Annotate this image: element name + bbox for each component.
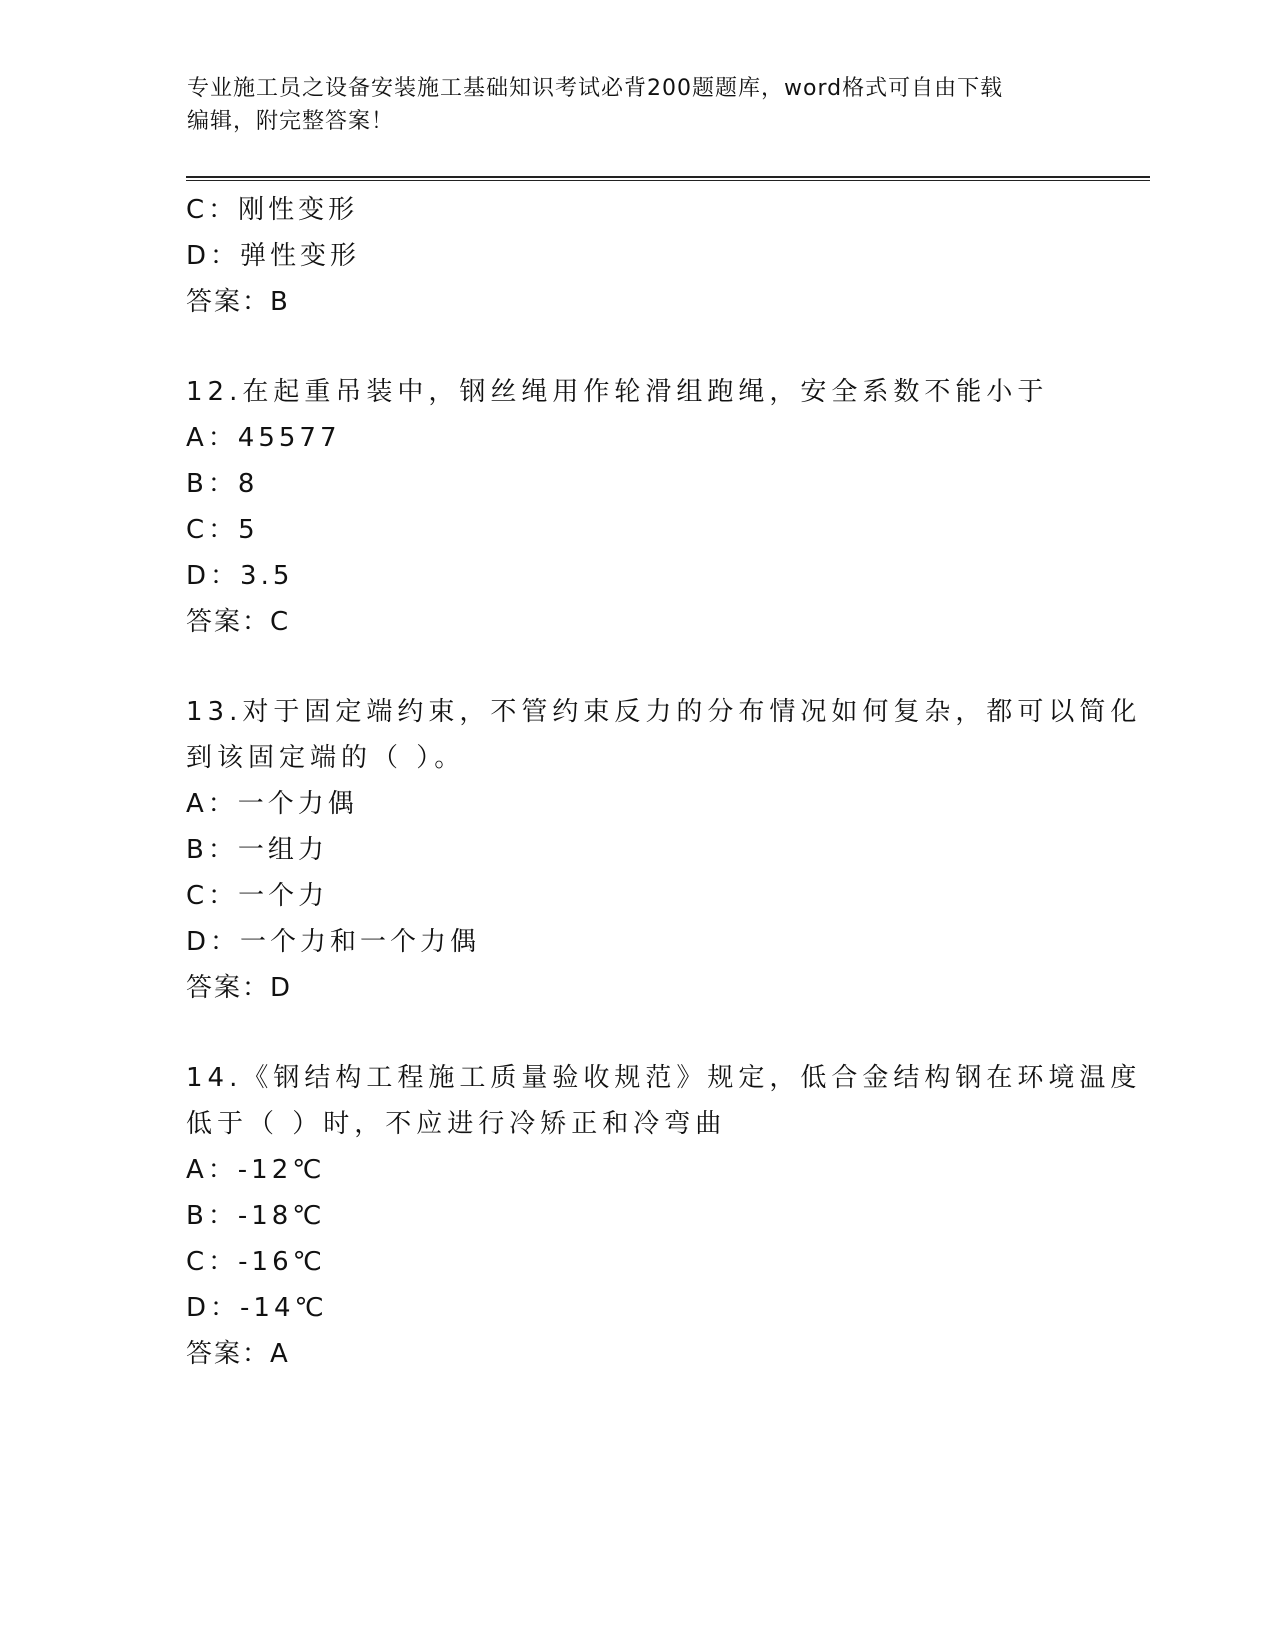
answer-line: 答案：D: [186, 973, 293, 1003]
option-c: C：刚性变形: [186, 195, 359, 225]
question-list: [186, 187, 1142, 1377]
question-13: [186, 689, 1142, 1011]
option-d: D：3.5: [186, 561, 294, 591]
option-d: D：一个力和一个力偶: [186, 927, 481, 957]
spacer: [186, 645, 1086, 689]
option-b: B：-18℃: [186, 1201, 326, 1231]
option-b: B：一组力: [186, 835, 328, 865]
question-12: [186, 369, 1086, 645]
spacer: [186, 325, 1086, 369]
question-stem-line-2: 到该固定端的（ ）。: [186, 743, 466, 773]
option-a: A：-12℃: [186, 1155, 326, 1185]
option-d: D：-14℃: [186, 1293, 328, 1323]
option-c: C：5: [186, 515, 259, 545]
question-11: [186, 187, 1086, 325]
question-14: [186, 1055, 1142, 1377]
option-a: A：45577: [186, 423, 341, 453]
answer-line: 答案：C: [186, 607, 291, 637]
header-divider: [186, 176, 1150, 181]
answer-line: 答案：A: [186, 1339, 290, 1369]
answer-line: 答案：B: [186, 287, 290, 317]
document-header: [187, 72, 1087, 138]
question-stem-line-2: 低于（ ）时，不应进行冷矫正和冷弯曲: [186, 1109, 727, 1139]
option-c: C：-16℃: [186, 1247, 326, 1277]
question-stem-line-1: 14.《钢结构工程施工质量验收规范》规定，低合金结构钢在环境温度: [186, 1063, 1142, 1093]
header-title-line-2: 编辑，附完整答案！: [187, 109, 395, 134]
question-stem: 12.在起重吊装中，钢丝绳用作轮滑组跑绳，安全系数不能小于: [186, 377, 1049, 407]
question-stem-line-1: 13.对于固定端约束，不管约束反力的分布情况如何复杂，都可以简化: [186, 697, 1142, 727]
option-c: C：一个力: [186, 881, 329, 911]
header-title-line-1: 专业施工员之设备安装施工基础知识考试必背200题题库，word格式可自由下载: [187, 76, 1004, 101]
option-a: A：一个力偶: [186, 789, 358, 819]
spacer: [186, 1011, 1086, 1055]
option-b: B：8: [186, 469, 259, 499]
option-d: D：弹性变形: [186, 241, 361, 271]
